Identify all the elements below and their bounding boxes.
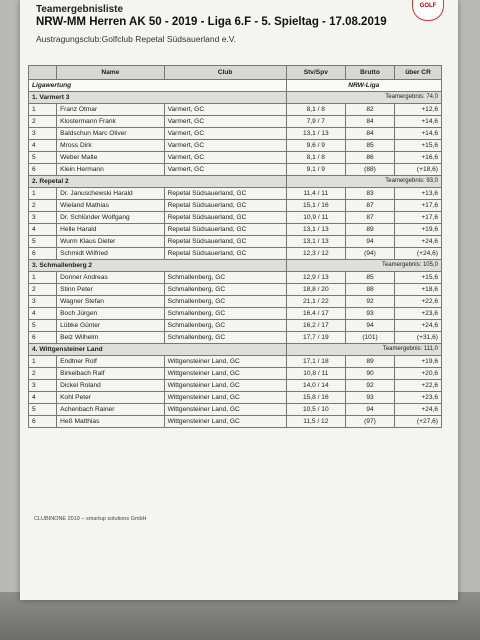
player-over-cr: (+18,6) [395, 164, 442, 176]
player-name: Weber Malte [57, 152, 164, 164]
player-name: Dr. Januschewski Harald [57, 188, 164, 200]
team-result: Teamergebnis: 105,0 [286, 260, 441, 272]
team-result: Teamergebnis: 111,0 [286, 344, 441, 356]
table-row [29, 368, 442, 380]
player-over-cr: +23,6 [395, 308, 442, 320]
player-name: Klein Hermann [57, 164, 164, 176]
player-brutto: 94 [346, 320, 395, 332]
player-stv: 18,8 / 20 [286, 284, 345, 296]
player-stv: 9,6 / 9 [286, 140, 345, 152]
player-name: Belz Wilhelm [57, 332, 164, 344]
player-name: Birkelbach Ralf [57, 368, 164, 380]
player-over-cr: +24,6 [395, 236, 442, 248]
player-name: Helle Harald [57, 224, 164, 236]
player-brutto: (97) [346, 416, 395, 428]
player-club: Repetal Südsauerland, GC [164, 248, 286, 260]
table-row [29, 356, 442, 368]
table-row [29, 128, 442, 140]
player-over-cr: +19,6 [395, 224, 442, 236]
team-title: 4. Wittgensteiner Land [29, 344, 287, 356]
player-position: 4 [29, 224, 57, 236]
player-stv: 16,4 / 17 [286, 308, 345, 320]
player-position: 5 [29, 152, 57, 164]
player-over-cr: +22,6 [395, 296, 442, 308]
player-club: Repetal Südsauerland, GC [164, 188, 286, 200]
player-name: Franz Otmar [57, 104, 164, 116]
player-brutto: 89 [346, 356, 395, 368]
player-brutto: (88) [346, 164, 395, 176]
player-position: 2 [29, 368, 57, 380]
player-stv: 11,4 / 11 [286, 188, 345, 200]
player-position: 5 [29, 404, 57, 416]
team-header-row [29, 176, 442, 188]
player-position: 6 [29, 164, 57, 176]
table-row [29, 164, 442, 176]
player-club: Wittgensteiner Land, GC [164, 392, 286, 404]
table-row [29, 212, 442, 224]
header-name: Name [57, 66, 164, 80]
player-stv: 16,2 / 17 [286, 320, 345, 332]
player-over-cr: (+24,6) [395, 248, 442, 260]
player-position: 6 [29, 332, 57, 344]
player-name: Schmidt Wilfried [57, 248, 164, 260]
player-stv: 10,9 / 11 [286, 212, 345, 224]
table-row [29, 416, 442, 428]
player-stv: 12,9 / 13 [286, 272, 345, 284]
player-over-cr: +23,6 [395, 392, 442, 404]
player-stv: 8,1 / 8 [286, 152, 345, 164]
player-position: 2 [29, 200, 57, 212]
player-club: Schmallenberg, GC [164, 308, 286, 320]
results-table [28, 65, 442, 428]
player-position: 1 [29, 356, 57, 368]
player-brutto: 89 [346, 224, 395, 236]
player-brutto: 92 [346, 380, 395, 392]
player-over-cr: +24,6 [395, 404, 442, 416]
player-brutto: 93 [346, 308, 395, 320]
player-over-cr: +12,6 [395, 104, 442, 116]
player-brutto: 84 [346, 128, 395, 140]
player-stv: 17,1 / 18 [286, 356, 345, 368]
player-position: 4 [29, 392, 57, 404]
player-name: Boch Jürgen [57, 308, 164, 320]
header-pos [29, 66, 57, 80]
player-stv: 15,8 / 16 [286, 392, 345, 404]
table-row [29, 140, 442, 152]
player-club: Repetal Südsauerland, GC [164, 212, 286, 224]
team-header-row [29, 260, 442, 272]
player-club: Schmallenberg, GC [164, 320, 286, 332]
player-club: Schmallenberg, GC [164, 284, 286, 296]
player-name: Heß Matthias [57, 416, 164, 428]
table-row [29, 392, 442, 404]
player-club: Wittgensteiner Land, GC [164, 416, 286, 428]
player-over-cr: +24,6 [395, 320, 442, 332]
player-name: Dr. Schlünder Wolfgang [57, 212, 164, 224]
player-brutto: 88 [346, 284, 395, 296]
player-brutto: 83 [346, 188, 395, 200]
player-name: Endtner Rolf [57, 356, 164, 368]
golf-logo [412, 0, 444, 21]
header-stv: Stv/Spv [286, 66, 345, 80]
liga-row [29, 80, 442, 92]
player-club: Repetal Südsauerland, GC [164, 200, 286, 212]
player-stv: 10,8 / 11 [286, 368, 345, 380]
player-position: 2 [29, 284, 57, 296]
player-stv: 13,1 / 13 [286, 128, 345, 140]
player-club: Repetal Südsauerland, GC [164, 224, 286, 236]
liga-label: Ligawertung [29, 80, 287, 92]
player-club: Schmallenberg, GC [164, 272, 286, 284]
header-over-cr: über CR [395, 66, 442, 80]
player-position: 1 [29, 104, 57, 116]
player-club: Varmert, GC [164, 140, 286, 152]
player-brutto: 94 [346, 404, 395, 416]
player-stv: 8,1 / 8 [286, 104, 345, 116]
player-name: Stinn Peter [57, 284, 164, 296]
player-position: 5 [29, 236, 57, 248]
player-position: 1 [29, 272, 57, 284]
table-header-row [29, 66, 442, 80]
player-over-cr: +14,6 [395, 116, 442, 128]
header-club: Club [164, 66, 286, 80]
host-club: Austragungsclub:Golfclub Repetal Südsauerland e.V. [36, 34, 237, 44]
player-brutto: 84 [346, 116, 395, 128]
player-over-cr: (+27,6) [395, 416, 442, 428]
player-brutto: 87 [346, 200, 395, 212]
table-row [29, 152, 442, 164]
team-result: Teamergebnis: 74,0 [286, 92, 441, 104]
player-club: Repetal Südsauerland, GC [164, 236, 286, 248]
player-club: Varmert, GC [164, 152, 286, 164]
player-club: Wittgensteiner Land, GC [164, 356, 286, 368]
player-club: Varmert, GC [164, 104, 286, 116]
table-row [29, 272, 442, 284]
table-row [29, 236, 442, 248]
footer-credit: CLUBINONE 2019 – smartup solutions GmbH [34, 516, 147, 522]
player-club: Schmallenberg, GC [164, 332, 286, 344]
player-over-cr: +15,6 [395, 272, 442, 284]
player-name: Mross Dirk [57, 140, 164, 152]
player-name: Baldschun Marc Oliver [57, 128, 164, 140]
player-name: Klostermann Frank [57, 116, 164, 128]
player-club: Varmert, GC [164, 116, 286, 128]
player-brutto: 85 [346, 272, 395, 284]
table-row [29, 200, 442, 212]
player-stv: 9,1 / 9 [286, 164, 345, 176]
table-row [29, 296, 442, 308]
player-brutto: 92 [346, 296, 395, 308]
player-position: 1 [29, 188, 57, 200]
player-position: 3 [29, 296, 57, 308]
player-brutto: 90 [346, 368, 395, 380]
table-row [29, 104, 442, 116]
player-position: 6 [29, 248, 57, 260]
player-position: 6 [29, 416, 57, 428]
player-over-cr: +22,6 [395, 380, 442, 392]
player-over-cr: +16,6 [395, 152, 442, 164]
player-name: Lübke Günter [57, 320, 164, 332]
player-stv: 17,7 / 19 [286, 332, 345, 344]
golf-logo-text: GOLF [419, 3, 437, 9]
player-brutto: 93 [346, 392, 395, 404]
player-name: Kohl Peter [57, 392, 164, 404]
player-club: Schmallenberg, GC [164, 296, 286, 308]
player-brutto: 82 [346, 104, 395, 116]
player-over-cr: +20,6 [395, 368, 442, 380]
player-stv: 13,1 / 13 [286, 236, 345, 248]
player-position: 3 [29, 380, 57, 392]
player-name: Wurm Klaus Dieter [57, 236, 164, 248]
player-over-cr: +14,6 [395, 128, 442, 140]
player-over-cr: +15,6 [395, 140, 442, 152]
player-club: Wittgensteiner Land, GC [164, 404, 286, 416]
player-stv: 13,1 / 13 [286, 224, 345, 236]
player-over-cr: (+31,6) [395, 332, 442, 344]
player-over-cr: +17,6 [395, 200, 442, 212]
team-header-row [29, 92, 442, 104]
player-club: Varmert, GC [164, 164, 286, 176]
player-brutto: 86 [346, 152, 395, 164]
liga-value: NRW-Liga [286, 80, 441, 92]
player-over-cr: +18,6 [395, 284, 442, 296]
player-stv: 15,1 / 16 [286, 200, 345, 212]
player-position: 3 [29, 128, 57, 140]
player-club: Varmert, GC [164, 128, 286, 140]
player-stv: 12,3 / 12 [286, 248, 345, 260]
team-result: Teamergebnis: 93,0 [286, 176, 441, 188]
player-stv: 10,5 / 10 [286, 404, 345, 416]
results-body [29, 80, 442, 428]
player-position: 3 [29, 212, 57, 224]
player-brutto: 85 [346, 140, 395, 152]
player-position: 4 [29, 140, 57, 152]
table-row [29, 188, 442, 200]
player-brutto: (101) [346, 332, 395, 344]
player-position: 5 [29, 320, 57, 332]
player-stv: 11,5 / 12 [286, 416, 345, 428]
event-subtitle: NRW-MM Herren AK 50 - 2019 - Liga 6.F - 5. Spieltag - 17.08.2019 [36, 16, 387, 28]
player-brutto: (94) [346, 248, 395, 260]
player-stv: 14,0 / 14 [286, 380, 345, 392]
table-row [29, 284, 442, 296]
player-stv: 21,1 / 22 [286, 296, 345, 308]
player-position: 4 [29, 308, 57, 320]
player-name: Dickel Roland [57, 380, 164, 392]
document-title: Teamergebnisliste [36, 4, 124, 15]
table-row [29, 116, 442, 128]
table-row [29, 320, 442, 332]
table-row [29, 380, 442, 392]
player-name: Achenbach Rainer [57, 404, 164, 416]
player-over-cr: +17,6 [395, 212, 442, 224]
team-header-row [29, 344, 442, 356]
player-brutto: 94 [346, 236, 395, 248]
player-club: Wittgensteiner Land, GC [164, 380, 286, 392]
team-title: 3. Schmallenberg 2 [29, 260, 287, 272]
table-row [29, 248, 442, 260]
table-row [29, 224, 442, 236]
team-title: 2. Repetal 2 [29, 176, 287, 188]
player-club: Wittgensteiner Land, GC [164, 368, 286, 380]
player-over-cr: +19,6 [395, 356, 442, 368]
player-brutto: 87 [346, 212, 395, 224]
table-row [29, 332, 442, 344]
table-row [29, 308, 442, 320]
player-over-cr: +13,6 [395, 188, 442, 200]
player-name: Donner Andreas [57, 272, 164, 284]
table-row [29, 404, 442, 416]
player-position: 2 [29, 116, 57, 128]
player-name: Wagner Stefan [57, 296, 164, 308]
team-title: 1. Varmert 3 [29, 92, 287, 104]
header-brutto: Brutto [346, 66, 395, 80]
player-name: Wieland Mathias [57, 200, 164, 212]
player-stv: 7,9 / 7 [286, 116, 345, 128]
